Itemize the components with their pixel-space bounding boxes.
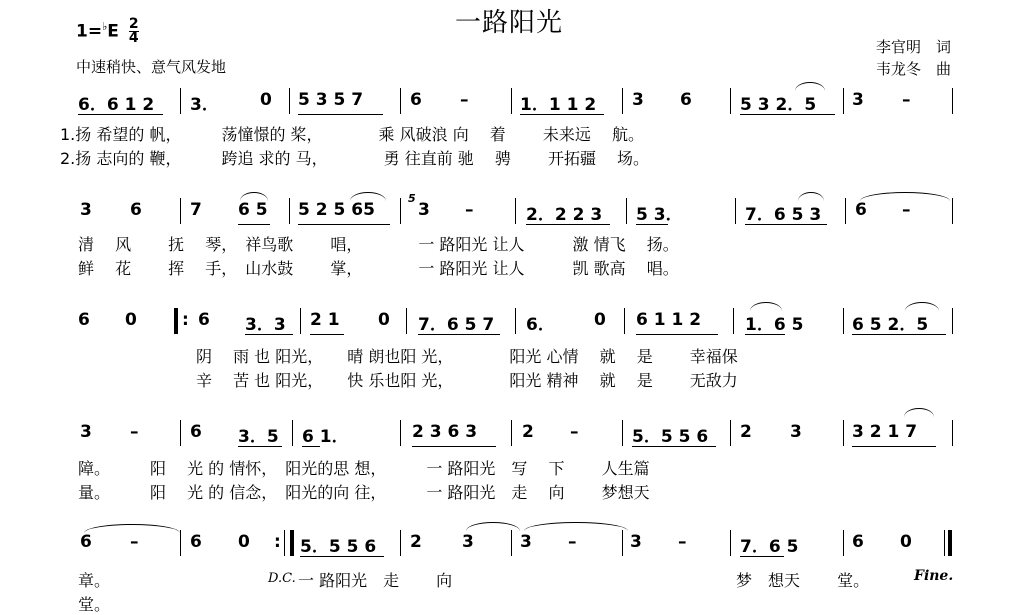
tie [904, 408, 934, 417]
barline [944, 530, 945, 556]
barline [400, 88, 401, 114]
repeat-end-barline [290, 530, 294, 556]
barline [843, 420, 844, 446]
note-group: 5．5 5 6 [300, 537, 377, 557]
note-group: 2 [410, 532, 422, 552]
lyrics-verse-1: 障。 阳 光 的 情怀， 阳光的思 想， 一 路阳光 写 下 人生篇 [78, 459, 650, 478]
underline [412, 446, 496, 447]
note-group: 6 [190, 532, 202, 552]
note-group: 5 3 2．5 [740, 95, 817, 115]
lyrics-verse-2: 量。 阳 光 的 信念， 阳光的向 往， 一 路阳光 走 向 梦想天 [78, 483, 650, 502]
barline [730, 420, 731, 446]
key-signature [76, 18, 139, 45]
note-group: 6 5 2．5 [852, 315, 929, 335]
note-group: 1．6 5 [745, 315, 804, 335]
barline [180, 198, 181, 224]
note-group: 5 3 5 7 [298, 90, 364, 110]
underline [238, 224, 270, 225]
barline [180, 420, 181, 446]
barline [735, 198, 736, 224]
repeat-dots: : [182, 310, 189, 330]
lyrics-verse-1: 清 风 抚 琴， 祥鸟歌 唱， 一 路阳光 让人 激 情飞 扬。 [78, 235, 679, 254]
note-group: 2 [522, 422, 534, 442]
tie [350, 192, 386, 201]
barline [845, 198, 846, 224]
note-group: – [130, 532, 139, 552]
note-group: 0 [378, 310, 390, 330]
note-group: 3 [632, 90, 644, 110]
barline [400, 198, 401, 224]
underline [740, 556, 784, 557]
barline [289, 88, 290, 114]
tempo-marking: 中速稍快、意气风发地 [76, 58, 227, 76]
barline [626, 198, 627, 224]
note-group: 3 [630, 532, 642, 552]
repeat-start-barline [174, 308, 178, 334]
barline [284, 530, 285, 556]
tie [750, 302, 782, 311]
tie [524, 522, 628, 531]
lyrics-coda-2: 梦 想天 堂。 [736, 571, 870, 590]
underline [745, 224, 827, 225]
note-group: 3 [418, 200, 430, 220]
underline [418, 334, 500, 335]
underline [298, 114, 383, 115]
barline [180, 88, 181, 114]
note-group: – [570, 422, 579, 442]
note-group: 5 3． [636, 205, 683, 225]
note-group: 6 [855, 200, 867, 220]
note-group: 6 [80, 532, 92, 552]
underline [298, 224, 390, 225]
barline [515, 198, 516, 224]
underline [632, 446, 716, 447]
note-group: 3． [190, 95, 219, 115]
note-group: 6 5 [238, 200, 268, 220]
lyrics-verse-1-start: 章。 [78, 571, 111, 590]
barline [622, 420, 623, 446]
underline [526, 224, 610, 225]
barline [515, 308, 516, 334]
barline [622, 88, 623, 114]
tie [860, 192, 950, 201]
note-group: 3．5 [238, 427, 279, 447]
note-group: 6 [198, 310, 210, 330]
note-group: – [460, 90, 469, 110]
note-group: 0 [125, 310, 137, 330]
barline [180, 530, 181, 556]
barline [400, 530, 401, 556]
da-capo-marking: D.C. [268, 571, 296, 586]
note-group: 6 [852, 532, 864, 552]
note-group: – [902, 200, 911, 220]
underline [302, 446, 320, 447]
grace-note: 5 [408, 192, 416, 205]
note-group: 7 [190, 200, 202, 220]
song-title: 一路阳光 [454, 8, 563, 38]
barline [292, 420, 293, 446]
note-group: 3．3 [245, 315, 286, 335]
underline [852, 446, 936, 447]
repeat-dots: : [274, 532, 281, 552]
barline [952, 420, 953, 446]
note-group: 6．6 1 2 [78, 95, 155, 115]
key-note: E [107, 21, 119, 42]
underline [740, 114, 835, 115]
tie [240, 192, 268, 201]
note-group: 0 [260, 90, 272, 110]
note-group: 3 [520, 532, 532, 552]
barline [843, 308, 844, 334]
note-group: 3 [80, 422, 92, 442]
note-group: 0 [900, 532, 912, 552]
note-group: 2 3 6 3 [412, 422, 478, 442]
note-group: – [902, 90, 911, 110]
barline [952, 198, 953, 224]
note-group: 6． [526, 315, 555, 335]
lyrics-coda-1: 一 路阳光 走 向 [298, 571, 453, 590]
lyrics-verse-2: 2.扬 志向的 鞭， 跨追 求的 马， 勇 往直前 驰 骋 开拓疆 场。 [60, 149, 650, 168]
underline [245, 334, 293, 335]
note-group: – [465, 200, 474, 220]
note-group: 1．1 1 2 [520, 95, 597, 115]
note-group: 0 [238, 532, 250, 552]
lyrics-verse-2: 鲜 花 挥 手， 山水鼓 掌， 一 路阳光 让人 凯 歌高 唱。 [78, 259, 679, 278]
underline [636, 334, 718, 335]
barline [511, 530, 512, 556]
underline [745, 334, 785, 335]
lyrics-verse-1: 阴 雨 也 阳光， 晴 朗也阳 光， 阳光 心情 就 是 幸福保 [196, 347, 738, 366]
lyrics-verse-2-start: 堂。 [78, 595, 111, 614]
flat-sign: ♭ [102, 19, 108, 33]
note-group: 3 [852, 90, 864, 110]
time-top: 2 [128, 16, 139, 32]
barline [406, 308, 407, 334]
barline [843, 88, 844, 114]
note-group: 6 1． [302, 427, 349, 447]
note-group: 7．6 5 [740, 537, 799, 557]
note-group: 6 [680, 90, 692, 110]
note-group: 2．2 2 3 [526, 205, 603, 225]
note-group: 3 [790, 422, 802, 442]
tie [798, 192, 824, 201]
note-group: 6 [190, 422, 202, 442]
lyricist-credit: 李官明 词 [876, 38, 952, 56]
barline [300, 308, 301, 334]
barline [952, 88, 953, 114]
note-group: 0 [594, 310, 606, 330]
note-group: 3 2 1 7 [852, 422, 918, 442]
note-group: 7．6 5 3 [745, 205, 822, 225]
barline [511, 420, 512, 446]
note-group: 3 [462, 532, 474, 552]
note-group: 7．6 5 7 [418, 315, 495, 335]
barline [289, 198, 290, 224]
lyrics-verse-1: 1.扬 希望的 帆， 荡憧憬的 桨， 乘 风破浪 向 着 未来远 航。 [60, 125, 644, 144]
time-bottom: 4 [128, 30, 139, 46]
barline [511, 88, 512, 114]
underline [238, 446, 282, 447]
underline [852, 334, 946, 335]
note-group: 5 2 5 65 [298, 200, 375, 220]
note-group: 5．5 5 6 [632, 427, 709, 447]
note-group: – [568, 532, 577, 552]
final-barline [948, 530, 952, 556]
lyrics-verse-2: 辛 苦 也 阳光， 快 乐也阳 光， 阳光 精神 就 是 无敌力 [196, 371, 738, 390]
underline [310, 334, 344, 335]
note-group: 6 [78, 310, 90, 330]
underline [520, 114, 604, 115]
barline [730, 88, 731, 114]
tie [905, 302, 939, 311]
fine-marking: Fine. [914, 568, 954, 584]
key-prefix: 1= [76, 21, 103, 42]
note-group: 6 [130, 200, 142, 220]
barline [624, 308, 625, 334]
note-group: 3 [80, 200, 92, 220]
tie [795, 82, 825, 91]
barline [400, 420, 401, 446]
note-group: 6 1 1 2 [636, 310, 702, 330]
note-group: – [130, 422, 139, 442]
barline [952, 308, 953, 334]
barline [733, 308, 734, 334]
note-group: 6 [410, 90, 422, 110]
barline [730, 530, 731, 556]
underline [78, 114, 163, 115]
composer-credit: 韦龙冬 曲 [876, 60, 952, 78]
note-group: 2 1 [310, 310, 340, 330]
barline [622, 530, 623, 556]
underline [300, 556, 384, 557]
note-group: – [678, 532, 687, 552]
barline [843, 530, 844, 556]
time-signature [129, 18, 139, 45]
underline [636, 224, 668, 225]
note-group: 2 [740, 422, 752, 442]
